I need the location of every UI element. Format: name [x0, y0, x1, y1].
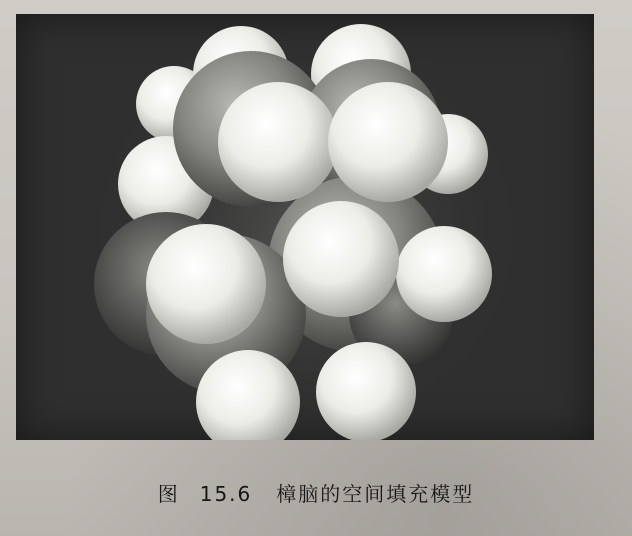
hydrogen-atom: [283, 201, 399, 317]
figure-number: 15.6: [199, 482, 253, 506]
figure-label: 图: [157, 482, 180, 506]
figure-title: 樟脑的空间填充模型: [276, 482, 475, 506]
hydrogen-atom: [396, 226, 492, 322]
figure-caption: [0, 478, 632, 507]
hydrogen-atom: [218, 82, 338, 202]
molecule-figure: [16, 14, 594, 440]
camphor-space-filling-model: [16, 14, 594, 440]
hydrogen-atom: [316, 342, 416, 440]
hydrogen-atom: [328, 82, 448, 202]
hydrogen-atom: [146, 224, 266, 344]
